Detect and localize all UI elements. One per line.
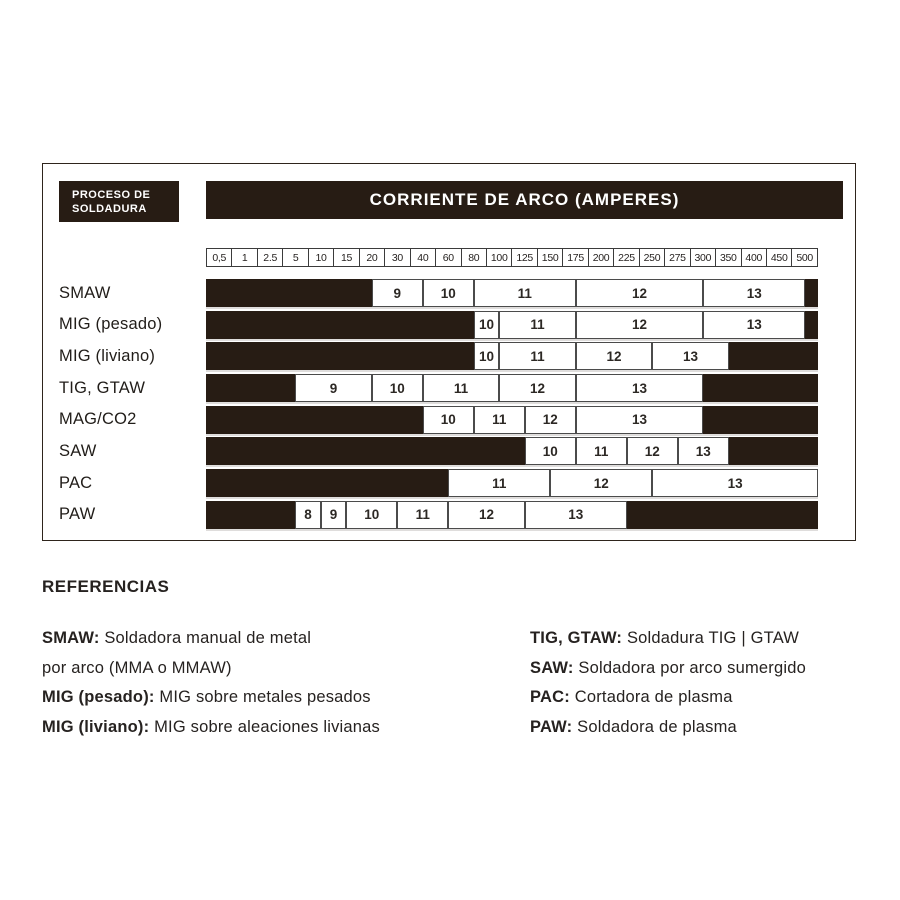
process-name: TIG, GTAW — [59, 378, 146, 397]
scale-tick: 300 — [690, 248, 716, 267]
reference-description: MIG sobre metales pesados — [159, 688, 371, 706]
scale-tick: 1 — [231, 248, 257, 267]
scale-tick: 250 — [639, 248, 665, 267]
shade-cell: 13 — [652, 342, 729, 370]
shade-bar — [206, 279, 818, 307]
scale-tick: 200 — [588, 248, 614, 267]
reference-description: Soldadora manual de metal — [104, 629, 312, 647]
chart-row — [59, 311, 818, 339]
process-name: SAW — [59, 441, 97, 460]
reference-term: PAC: — [530, 688, 570, 706]
chart-frame — [42, 163, 856, 541]
shade-cell: 11 — [397, 501, 448, 529]
shade-cell: 13 — [703, 279, 805, 307]
reference-description: Soldadura TIG | GTAW — [626, 629, 800, 647]
shade-cell: 11 — [474, 406, 525, 434]
reference-description: Cortadora de plasma — [574, 688, 733, 706]
chart-title: CORRIENTE DE ARCO (AMPERES) — [369, 190, 680, 209]
shade-cell: 12 — [576, 311, 704, 339]
shade-bar — [206, 469, 818, 497]
shade-cell: 11 — [448, 469, 550, 497]
scale-tick: 80 — [461, 248, 487, 267]
shade-cell: 10 — [372, 374, 423, 402]
scale-tick: 225 — [613, 248, 639, 267]
chart-row — [59, 501, 818, 529]
scale-tick: 125 — [511, 248, 537, 267]
shade-bar — [206, 501, 818, 529]
process-name: MAG/CO2 — [59, 410, 137, 429]
shade-bar — [206, 374, 818, 402]
reference-item — [42, 624, 380, 654]
shade-cell: 12 — [499, 374, 576, 402]
scale-tick: 5 — [282, 248, 308, 267]
scale-tick: 10 — [308, 248, 334, 267]
scale-tick: 450 — [766, 248, 792, 267]
process-name: PAC — [59, 473, 93, 492]
shade-cell: 12 — [550, 469, 652, 497]
shade-cell: 11 — [499, 311, 576, 339]
reference-item — [42, 713, 380, 743]
shade-cell: 13 — [652, 469, 818, 497]
scale-tick: 20 — [359, 248, 385, 267]
shade-cell: 12 — [576, 342, 653, 370]
scale-tick: 0,5 — [206, 248, 232, 267]
scale-tick: 40 — [410, 248, 436, 267]
references-left-column — [42, 624, 380, 742]
scale-tick: 30 — [384, 248, 410, 267]
shade-cell: 10 — [423, 406, 474, 434]
references-right-column — [530, 624, 806, 742]
chart-row — [59, 469, 818, 497]
shade-cell: 9 — [295, 374, 372, 402]
chart-title-bar — [206, 181, 843, 219]
shade-cell: 13 — [525, 501, 627, 529]
shade-cell: 12 — [525, 406, 576, 434]
shade-cell: 10 — [474, 311, 500, 339]
process-header-line1: PROCESO DE — [72, 188, 151, 201]
references-heading: REFERENCIAS — [42, 577, 170, 596]
reference-description: Soldadora de plasma — [577, 717, 737, 736]
shade-bar — [206, 342, 818, 370]
scale-tick: 15 — [333, 248, 359, 267]
reference-term: MIG (liviano): — [42, 717, 150, 736]
shade-bar — [206, 311, 818, 339]
reference-term: TIG, GTAW: — [530, 629, 623, 647]
shade-cell: 13 — [678, 437, 729, 465]
shade-cell: 13 — [576, 374, 704, 402]
reference-item — [530, 683, 806, 713]
chart-row — [59, 342, 818, 370]
scale-tick: 400 — [741, 248, 767, 267]
reference-item — [530, 654, 806, 684]
process-header-line2: SOLDADURA — [72, 202, 147, 215]
reference-term: SMAW: — [42, 629, 100, 647]
shade-cell: 12 — [448, 501, 525, 529]
shade-cell: 12 — [627, 437, 678, 465]
reference-term: PAW: — [530, 717, 573, 736]
process-name: PAW — [59, 505, 96, 524]
shade-bar — [206, 437, 818, 465]
shade-cell: 9 — [372, 279, 423, 307]
amperes-scale — [206, 248, 818, 267]
shade-cell: 10 — [423, 279, 474, 307]
process-name: MIG (liviano) — [59, 346, 156, 365]
scale-tick: 100 — [486, 248, 512, 267]
process-name: MIG (pesado) — [59, 315, 163, 334]
chart-row — [59, 374, 818, 402]
chart-row — [59, 279, 818, 307]
shade-cell: 9 — [321, 501, 347, 529]
scale-tick: 175 — [562, 248, 588, 267]
reference-description: Soldadora por arco sumergido — [578, 658, 806, 677]
shade-bar — [206, 406, 818, 434]
shade-cell: 10 — [346, 501, 397, 529]
shade-cell: 13 — [576, 406, 704, 434]
scale-tick: 350 — [715, 248, 741, 267]
shade-cell: 10 — [525, 437, 576, 465]
chart-rows — [59, 279, 818, 533]
reference-term: MIG (pesado): — [42, 688, 155, 706]
scale-tick: 275 — [664, 248, 690, 267]
shade-cell: 11 — [423, 374, 500, 402]
shade-cell: 11 — [499, 342, 576, 370]
reference-term: SAW: — [530, 658, 574, 677]
process-name: SMAW — [59, 283, 111, 302]
chart-row — [59, 437, 818, 465]
scale-tick: 2.5 — [257, 248, 283, 267]
scale-tick: 150 — [537, 248, 563, 267]
shade-cell: 10 — [474, 342, 500, 370]
scale-tick: 60 — [435, 248, 461, 267]
shade-cell: 8 — [295, 501, 321, 529]
reference-item — [530, 624, 806, 654]
process-header-box — [59, 181, 179, 222]
reference-description: MIG sobre aleaciones livianas — [154, 717, 381, 736]
shade-cell: 11 — [576, 437, 627, 465]
reference-item — [42, 683, 380, 713]
scale-tick: 500 — [791, 248, 817, 267]
reference-item — [42, 654, 380, 684]
shade-cell: 12 — [576, 279, 704, 307]
shade-cell: 11 — [474, 279, 576, 307]
reference-item — [530, 713, 806, 743]
chart-row — [59, 406, 818, 434]
shade-cell: 13 — [703, 311, 805, 339]
reference-description: por arco (MMA o MMAW) — [42, 658, 232, 677]
